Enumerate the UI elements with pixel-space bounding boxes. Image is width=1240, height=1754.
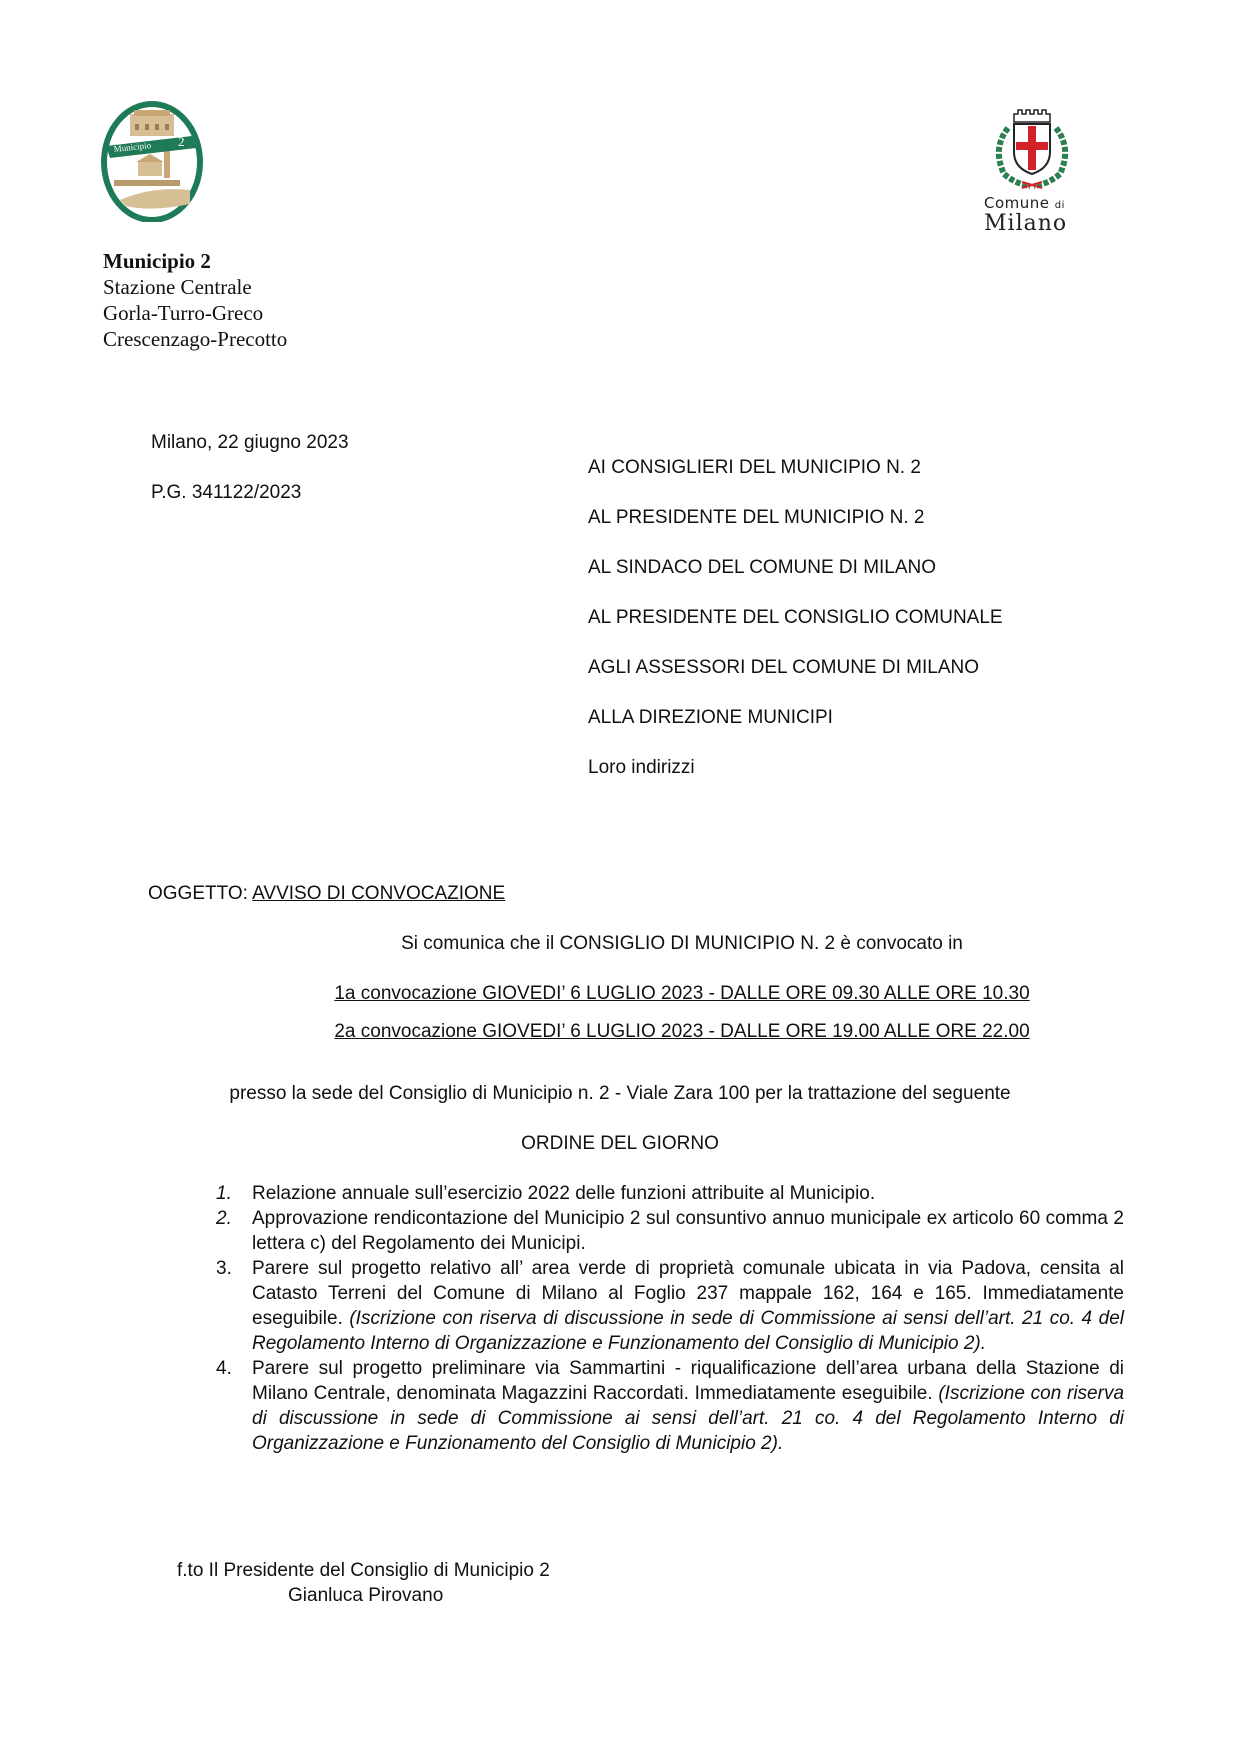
subject-label: OGGETTO: bbox=[148, 883, 253, 904]
agenda-item-note: (Iscrizione con riserva di discussione in sede di Commissione ai sensi dell’art. 21 co. 4 del Regolamento Interno di Organizzazione e Funzionamento del Consiglio di Municipio 2). bbox=[252, 1383, 1125, 1454]
sender-block bbox=[103, 248, 287, 352]
sender-line: Stazione Centrale bbox=[103, 275, 252, 299]
agenda-item-number: 1. bbox=[216, 1183, 232, 1204]
sender-line: Gorla-Turro-Greco bbox=[103, 301, 264, 325]
logo-banner-number: 2 bbox=[178, 134, 185, 149]
recipient: AI CONSIGLIERI DEL MUNICIPIO N. 2 bbox=[588, 457, 921, 478]
comune-di-milano-logo bbox=[982, 108, 1082, 238]
first-convocation: 1a convocazione GIOVEDI’ 6 LUGLIO 2023 - DALLE ORE 09.30 ALLE ORE 10.30 bbox=[334, 983, 1030, 1004]
signature-name: Gianluca Pirovano bbox=[288, 1585, 444, 1606]
sender-name: Municipio 2 bbox=[103, 249, 211, 273]
comune-di-milano-coat-of-arms-icon bbox=[982, 108, 1082, 194]
protocol-number: P.G. 341122/2023 bbox=[151, 482, 302, 503]
agenda-item-note: (Iscrizione con riserva di discussione in sede di Commissione ai sensi dell’art. 21 co. 4 del Regolamento Interno di Organizzazione e Funzionamento del Consiglio di Municipio 2). bbox=[252, 1308, 1124, 1354]
agenda-item-text: Parere sul progetto relativo all’ area verde di proprietà comunale ubicata in via Padova, censita al Catasto Terreni del Comune di Milano al Foglio 237 mappale 162, 164 e 165. Immediatamente eseguibile. bbox=[252, 1258, 1124, 1329]
municipio-2-emblem-icon bbox=[100, 100, 204, 222]
signature-title: f.to Il Presidente del Consiglio di Municipio 2 bbox=[177, 1560, 550, 1581]
agenda-item bbox=[216, 1181, 1124, 1206]
subject-text: AVVISO DI CONVOCAZIONE bbox=[252, 883, 506, 904]
comune-name-line1: Comune bbox=[984, 194, 1050, 212]
recipient: ALLA DIREZIONE MUNICIPI bbox=[588, 707, 833, 728]
municipio-2-logo bbox=[100, 100, 204, 222]
signature-block bbox=[177, 1558, 550, 1608]
comune-name-line2: Milano bbox=[984, 211, 1068, 236]
agenda-item bbox=[216, 1356, 1124, 1456]
agenda-item bbox=[216, 1256, 1124, 1356]
second-convocation: 2a convocazione GIOVEDI’ 6 LUGLIO 2023 - DALLE ORE 19.00 ALLE ORE 22.00 bbox=[334, 1021, 1030, 1042]
agenda-item bbox=[216, 1206, 1124, 1256]
recipient: AL PRESIDENTE DEL MUNICIPIO N. 2 bbox=[588, 507, 925, 528]
agenda-item-number: 2. bbox=[216, 1208, 232, 1229]
letter-date: Milano, 22 giugno 2023 bbox=[151, 432, 349, 453]
recipient: AGLI ASSESSORI DEL COMUNE DI MILANO bbox=[588, 657, 980, 678]
agenda-item-text: Parere sul progetto preliminare via Sammartini - riqualificazione dell’area urbana della Stazione di Milano Centrale, denominata Magazzini Raccordati. Immediatamente eseguibile. bbox=[252, 1358, 1124, 1404]
recipients-list bbox=[588, 457, 1003, 807]
agenda-item-number: 3. bbox=[216, 1258, 232, 1279]
agenda-item-text: Approvazione rendicontazione del Municipio 2 sul consuntivo annuo municipale ex articolo 60 comma 2 lettera c) del Regolamento dei Municipi. bbox=[252, 1208, 1124, 1254]
recipient: AL PRESIDENTE DEL CONSIGLIO COMUNALE bbox=[588, 607, 1003, 628]
agenda-title: ORDINE DEL GIORNO bbox=[521, 1133, 719, 1154]
intro-text: Si comunica che il CONSIGLIO DI MUNICIPIO N. 2 è convocato in bbox=[401, 933, 963, 954]
subject-line bbox=[148, 883, 505, 905]
agenda-item-number: 4. bbox=[216, 1358, 232, 1379]
agenda-list bbox=[216, 1181, 1124, 1456]
agenda-item-text: Relazione annuale sull’esercizio 2022 delle funzioni attribuite al Municipio. bbox=[252, 1183, 876, 1204]
comune-name-di: di bbox=[1054, 200, 1065, 211]
recipient: AL SINDACO DEL COMUNE DI MILANO bbox=[588, 557, 937, 578]
location-text: presso la sede del Consiglio di Municipio n. 2 - Viale Zara 100 per la trattazione del seguente bbox=[229, 1083, 1011, 1104]
logo-banner-text: Municipio bbox=[113, 140, 152, 154]
recipient: Loro indirizzi bbox=[588, 757, 695, 778]
sender-line: Crescenzago-Precotto bbox=[103, 327, 288, 351]
